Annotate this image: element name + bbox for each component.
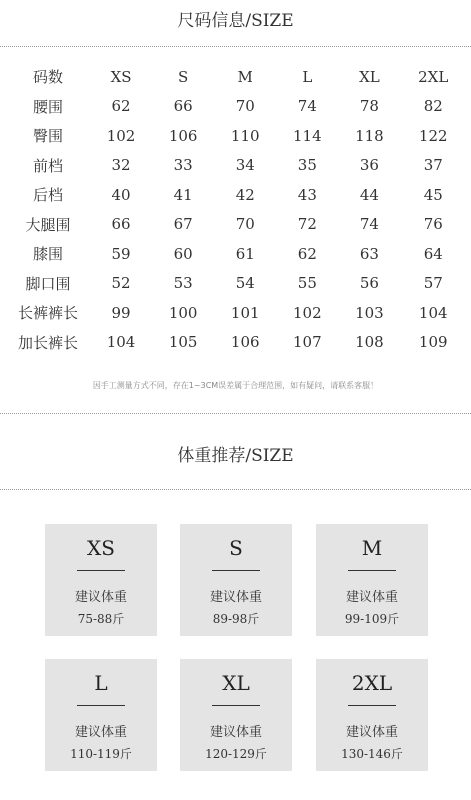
table-cell: 82 (423, 97, 443, 116)
table-cell: 33 (173, 156, 193, 175)
table-cell: 74 (359, 215, 379, 234)
header-cell: XS (110, 67, 132, 86)
card-label: 建议体重 (345, 725, 398, 740)
card-range: 89-98斤 (212, 612, 260, 626)
table-cell: 56 (359, 274, 379, 293)
table-cell: 膝围 (32, 245, 63, 264)
weight-card-xl (180, 659, 292, 771)
table-cell: 66 (173, 97, 193, 116)
header-cell: 码数 (32, 68, 63, 87)
table-cell: 107 (293, 333, 322, 352)
table-cell: 60 (173, 244, 193, 263)
table-cell: 40 (111, 185, 131, 204)
header-cell: XL (359, 67, 380, 86)
table-cell: 64 (423, 244, 443, 263)
table-cell: 99 (111, 303, 131, 322)
table-cell: 62 (111, 97, 131, 116)
table-cell: 35 (297, 156, 317, 175)
table-cell: 加长裤长 (17, 333, 78, 352)
table-cell: 34 (235, 156, 255, 175)
table-cell: 44 (359, 185, 379, 204)
table-row (6, 210, 466, 240)
card-underline (77, 570, 125, 571)
table-cell: 114 (293, 126, 322, 145)
table-cell: 55 (297, 274, 317, 293)
table-cell: 66 (111, 215, 131, 234)
table-cell: 臀围 (32, 127, 63, 146)
weight-card-m (316, 524, 428, 636)
card-underline (348, 570, 396, 571)
table-cell: 45 (423, 185, 443, 204)
table-cell: 36 (359, 156, 379, 175)
card-label: 建议体重 (74, 725, 127, 740)
table-cell: 105 (168, 333, 198, 352)
table-cell: 70 (235, 215, 255, 234)
table-cell: 74 (297, 97, 317, 116)
table-cell: 102 (293, 303, 322, 322)
size-table (6, 62, 466, 357)
header-cell: S (178, 67, 189, 86)
divider (0, 413, 471, 414)
table-cell: 67 (173, 215, 193, 234)
table-cell: 后档 (32, 186, 63, 205)
table-cell: 61 (235, 244, 255, 263)
divider (0, 489, 471, 490)
table-cell: 100 (168, 303, 198, 322)
card-label: 建议体重 (209, 590, 262, 605)
table-cell: 54 (235, 274, 255, 293)
table-cell: 103 (355, 303, 384, 322)
size-info-title: 尺码信息/SIZE (177, 11, 294, 31)
card-underline (212, 570, 260, 571)
table-cell: 108 (355, 333, 384, 352)
table-cell: 长裤裤长 (17, 304, 78, 323)
table-row (6, 180, 466, 210)
card-range: 120-129斤 (205, 747, 267, 761)
table-cell: 109 (418, 333, 448, 352)
table-cell: 大腿围 (25, 215, 71, 234)
weight-card-2xl (316, 659, 428, 771)
card-range: 99-109斤 (344, 612, 400, 626)
table-cell: 106 (230, 333, 260, 352)
table-row (6, 298, 466, 328)
table-row (6, 92, 466, 122)
table-cell: 57 (423, 274, 443, 293)
table-cell: 110 (230, 126, 260, 145)
table-cell: 52 (111, 274, 131, 293)
table-cell: 53 (173, 274, 193, 293)
table-cell: 前档 (32, 156, 63, 175)
header-cell: 2XL (418, 67, 449, 86)
table-row (6, 121, 466, 151)
card-size: XL (222, 671, 250, 695)
table-cell: 72 (297, 215, 317, 234)
table-row (6, 151, 466, 181)
card-label: 建议体重 (209, 725, 262, 740)
card-size: 2XL (351, 671, 393, 695)
table-cell: 118 (355, 126, 384, 145)
card-size: XS (87, 536, 115, 560)
table-cell: 41 (173, 185, 193, 204)
table-cell: 脚口围 (25, 274, 71, 293)
table-cell: 76 (423, 215, 443, 234)
table-cell: 63 (359, 244, 379, 263)
card-range: 130-146斤 (341, 747, 403, 761)
card-size: L (94, 671, 108, 695)
header-cell: M (237, 67, 253, 86)
measurement-note: 因手工测量方式不同，存在1~3CM误差属于合理范围，如有疑问，请联系客服！ (92, 381, 379, 390)
size-table-header (6, 62, 466, 92)
divider (0, 46, 471, 47)
table-row (6, 239, 466, 269)
header-cell: L (302, 67, 313, 86)
weight-card-l (45, 659, 157, 771)
card-underline (348, 705, 396, 706)
card-underline (212, 705, 260, 706)
table-cell: 106 (168, 126, 198, 145)
card-range: 75-88斤 (77, 612, 125, 626)
table-cell: 70 (235, 97, 255, 116)
card-range: 110-119斤 (70, 747, 132, 761)
card-size: S (229, 536, 243, 560)
card-label: 建议体重 (74, 590, 127, 605)
table-cell: 104 (106, 333, 136, 352)
table-cell: 102 (106, 126, 136, 145)
table-cell: 78 (359, 97, 379, 116)
table-cell: 62 (297, 244, 317, 263)
table-cell: 43 (297, 185, 317, 204)
card-underline (77, 705, 125, 706)
weight-card-xs (45, 524, 157, 636)
weight-title: 体重推荐/SIZE (177, 446, 294, 466)
table-cell: 104 (418, 303, 448, 322)
table-cell: 42 (235, 185, 255, 204)
table-cell: 122 (418, 126, 448, 145)
weight-card-s (180, 524, 292, 636)
table-cell: 101 (230, 303, 260, 322)
table-row (6, 269, 466, 299)
table-cell: 32 (111, 156, 131, 175)
table-cell: 37 (423, 156, 443, 175)
card-size: M (361, 536, 383, 560)
table-cell: 59 (111, 244, 131, 263)
card-label: 建议体重 (345, 590, 398, 605)
table-row (6, 328, 466, 358)
table-cell: 腰围 (32, 97, 63, 116)
